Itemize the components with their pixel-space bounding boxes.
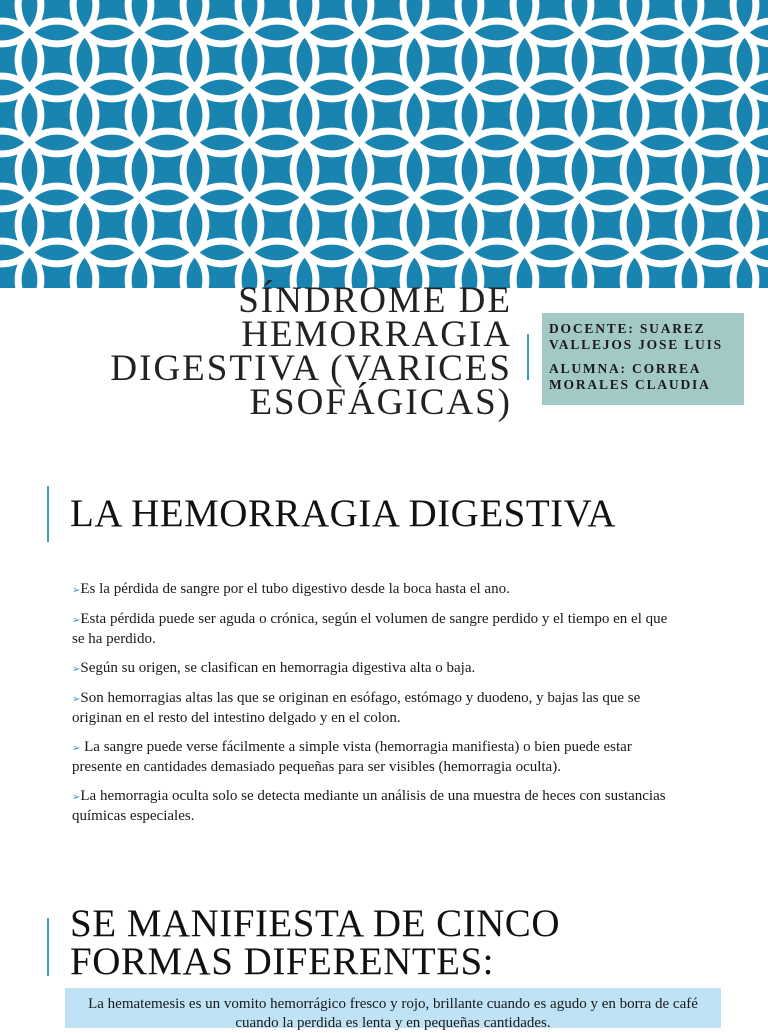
heading-accent-bar: [47, 918, 49, 976]
arrow-bullet-icon: ➢: [72, 615, 81, 626]
bullet-text: Esta pérdida puede ser aguda o crónica, según el volumen de sangre perdido y el tiempo en el que se ha perdido.: [72, 611, 668, 647]
section-heading: SE MANIFIESTA DE CINCO FORMAS DIFERENTES:: [70, 902, 560, 983]
geometric-circle-pattern: [0, 0, 768, 288]
bullet-text: Es la pérdida de sangre por el tubo digestivo desde la boca hasta el ano.: [80, 581, 510, 597]
docente-label: DOCENTE: SUAREZ VALLEJOS JOSE LUIS: [549, 321, 723, 352]
slide-title: SÍNDROME DE HEMORRAGIA DIGESTIVA (VARICES ESOFÁGICAS): [110, 280, 512, 423]
list-item: [72, 787, 682, 826]
list-item: [72, 580, 682, 600]
list-item: [72, 689, 682, 728]
bullet-list: [72, 580, 682, 836]
bullet-text: La hemorragia oculta solo se detecta mediante un análisis de una muestra de heces con sustancias químicas especiales.: [72, 788, 666, 824]
list-item: [72, 659, 682, 679]
bullet-text: Son hemorragias altas las que se originan en esófago, estómago y duodeno, y bajas las que se originan en el resto del intestino delgado y en el colon.: [72, 690, 641, 726]
list-item: [72, 610, 682, 649]
heading-accent-bar: [47, 486, 49, 542]
bullet-text: La sangre puede verse fácilmente a simple vista (hemorragia manifiesta) o bien puede estar presente en cantidades demasiado pequeñas para ser visibles (hemorragia oculta).: [72, 739, 632, 775]
list-item: [72, 738, 682, 777]
arrow-bullet-icon: ➢: [72, 743, 81, 754]
arrow-bullet-icon: ➢: [72, 792, 81, 803]
section-heading: LA HEMORRAGIA DIGESTIVA: [70, 492, 616, 535]
bullet-text: Según su origen, se clasifican en hemorragia digestiva alta o baja.: [80, 660, 476, 676]
alumna-label: ALUMNA: CORREA MORALES CLAUDIA: [549, 361, 711, 392]
title-divider: [527, 334, 529, 380]
highlight-text: La hematemesis es un vomito hemorrágico fresco y rojo, brillante cuando es agudo y en borra de café cuando la perdida es lenta y en pequeñas cantidades.: [88, 996, 698, 1031]
highlight-box: [65, 988, 721, 1031]
arrow-bullet-icon: ➢: [72, 694, 81, 705]
arrow-bullet-icon: ➢: [72, 585, 81, 596]
arrow-bullet-icon: ➢: [72, 664, 81, 675]
author-info-box: [542, 313, 744, 405]
